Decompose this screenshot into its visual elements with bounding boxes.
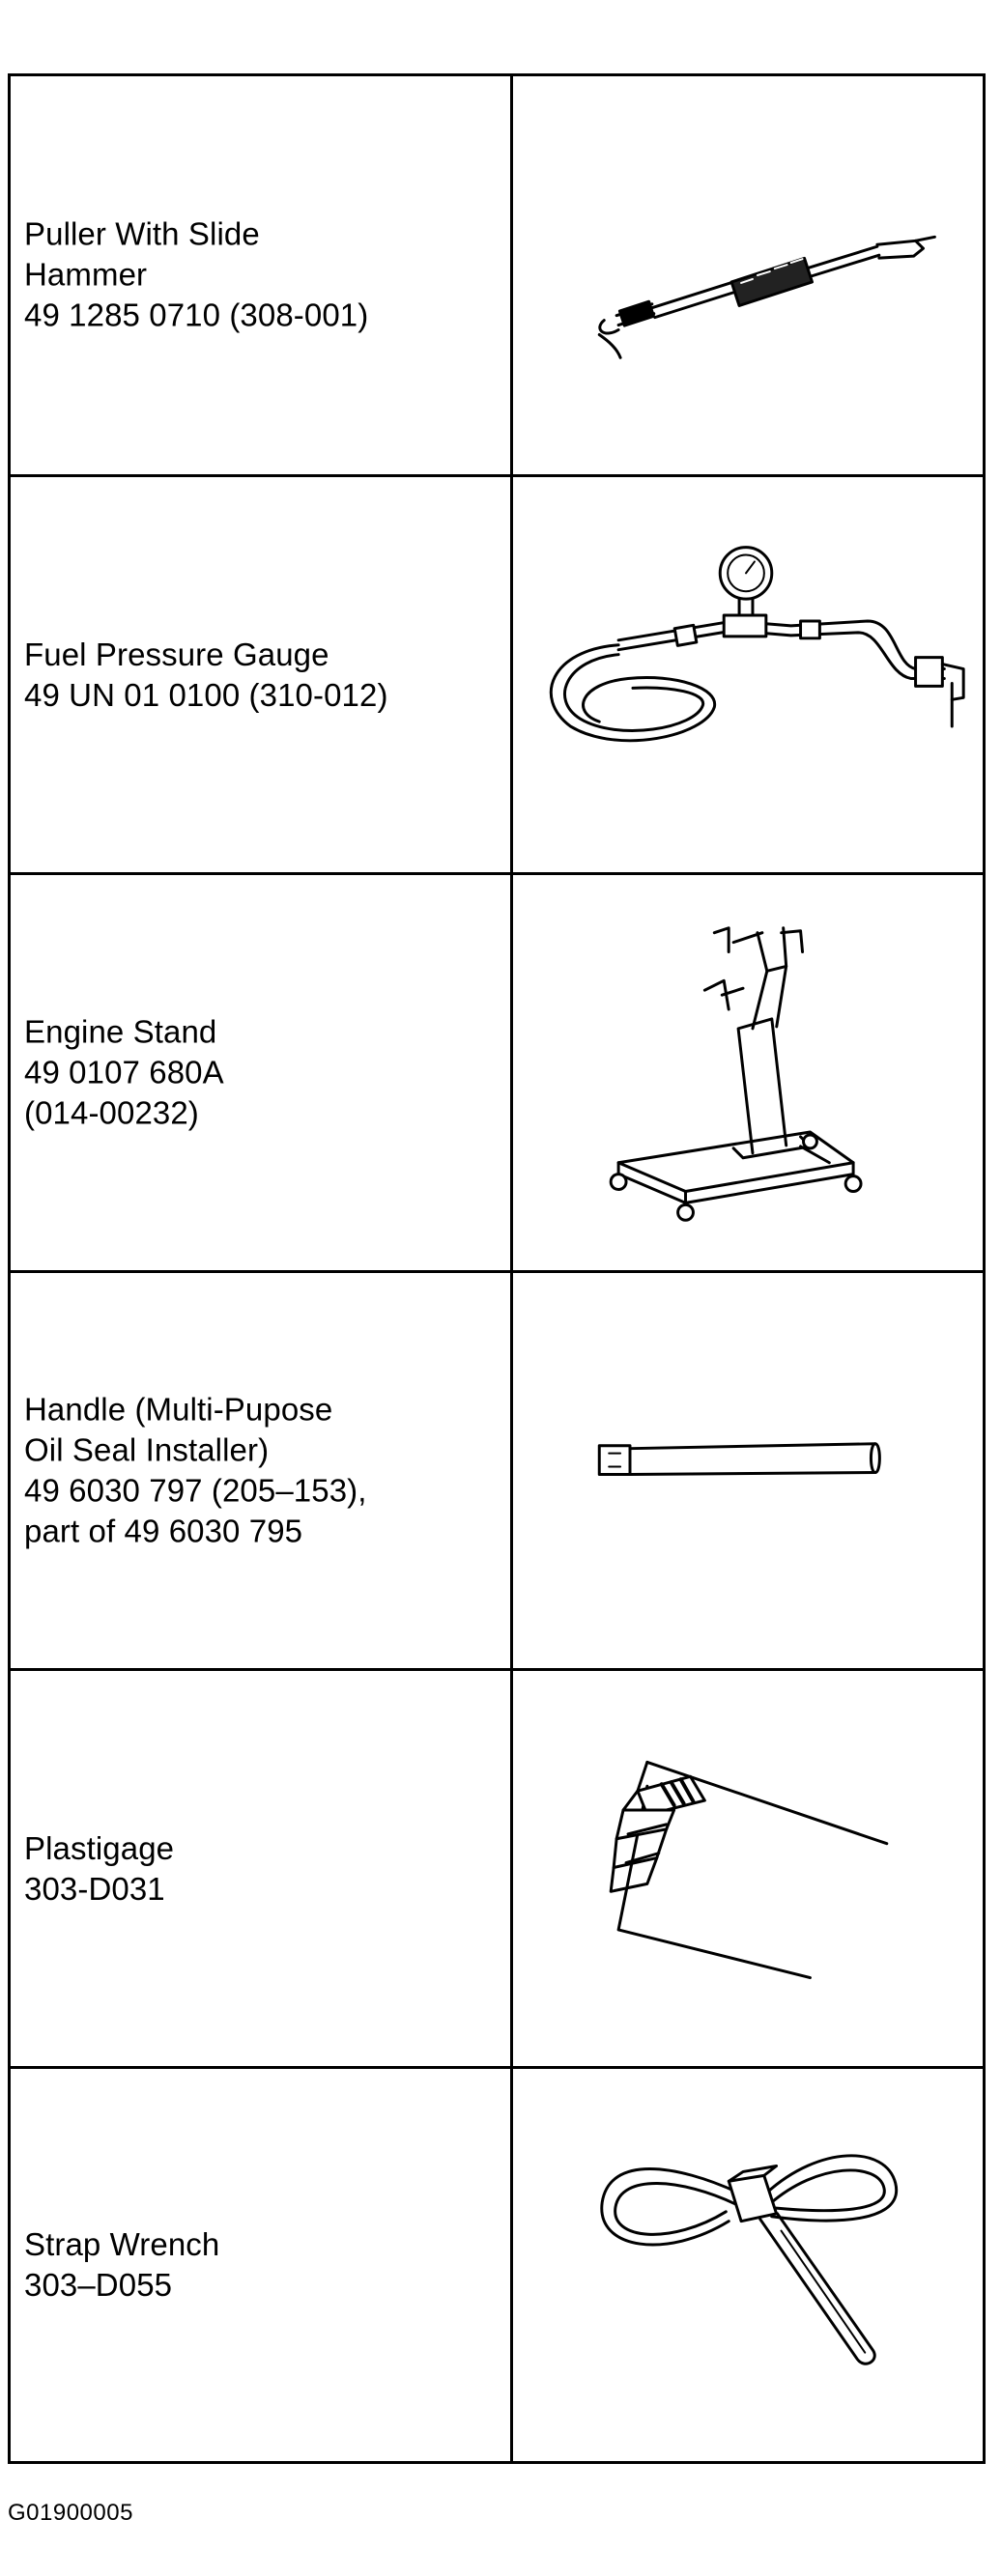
tool-number: (014-00232): [24, 1094, 199, 1131]
tool-number: 49 UN 01 0100 (310-012): [24, 676, 388, 713]
tool-name-line: Handle (Multi-Pupose: [24, 1391, 333, 1428]
tool-row-fuel-pressure-gauge: [11, 474, 983, 872]
tool-row-plastigage: [11, 1668, 983, 2066]
tool-number: 49 1285 0710 (308-001): [24, 297, 369, 334]
tool-name-line: Puller With Slide: [24, 215, 260, 252]
tool-description: [24, 1827, 498, 1909]
tool-number: 303–D055: [24, 2267, 173, 2303]
engine-stand-icon: [513, 875, 983, 1270]
tool-row-engine-stand: [11, 872, 983, 1270]
tool-description: [24, 214, 498, 337]
tool-number: 49 0107 680A: [24, 1054, 224, 1090]
tool-name-line: Fuel Pressure Gauge: [24, 636, 329, 672]
tool-number: 303-D031: [24, 1870, 165, 1907]
fuel-pressure-gauge-icon: [513, 477, 983, 872]
special-tools-table: [8, 73, 986, 2464]
tool-description: [24, 1389, 498, 1552]
slide-hammer-puller-icon: [513, 76, 983, 474]
handle-icon: [513, 1273, 983, 1668]
tool-description: [24, 634, 498, 715]
plastigage-icon: [513, 1671, 983, 2066]
tool-name-line: Strap Wrench: [24, 2225, 220, 2262]
tool-row-strap-wrench: [11, 2066, 983, 2461]
strap-wrench-icon: [513, 2069, 983, 2461]
tool-name-line: Oil Seal Installer): [24, 1431, 270, 1468]
tool-description: [24, 1011, 498, 1134]
tool-name-line: Hammer: [24, 256, 148, 293]
tool-name-line: Engine Stand: [24, 1013, 217, 1050]
tool-note: part of 49 6030 795: [24, 1513, 303, 1549]
tool-number: 49 6030 797 (205–153),: [24, 1472, 367, 1509]
tool-name-line: Plastigage: [24, 1829, 175, 1866]
tool-row-slide-hammer-puller: [11, 76, 983, 474]
tool-description: [24, 2224, 498, 2306]
tool-row-handle: [11, 1270, 983, 1668]
figure-code: G01900005: [8, 2500, 133, 2526]
